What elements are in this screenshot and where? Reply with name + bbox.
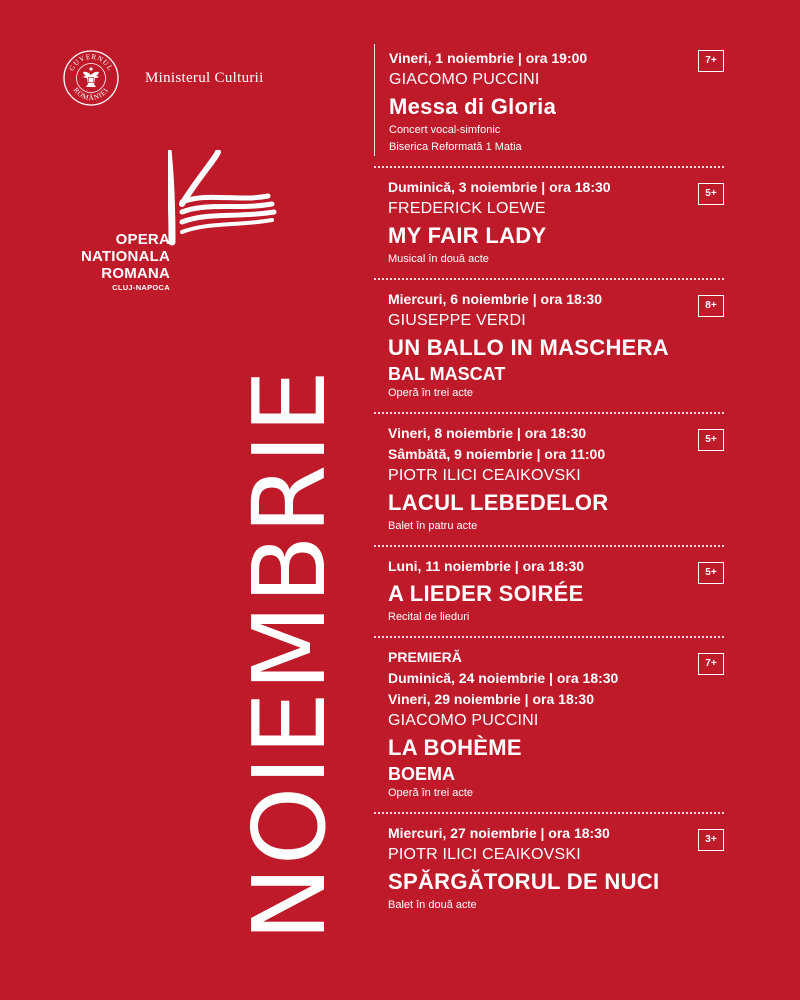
svg-text:ROMÂNIEI: [72, 86, 111, 102]
event-item: [374, 177, 724, 268]
event-date: Miercuri, 27 noiembrie | ora 18:30: [388, 825, 610, 841]
event-date: Miercuri, 6 noiembrie | ora 18:30: [388, 291, 602, 307]
seal-top-text: GUVERNUL: [67, 52, 115, 73]
events-list: [374, 44, 724, 914]
age-rating-badge: 5+: [698, 429, 724, 451]
opera-name-line2: NATIONALA: [80, 248, 170, 265]
event-composer: PIOTR ILICI CEAIKOVSKI: [388, 846, 581, 863]
event-date: Luni, 11 noiembrie | ora 18:30: [388, 558, 585, 574]
opera-name: [78, 231, 170, 282]
event-description: Operă în trei acte: [388, 787, 473, 799]
event-date: Vineri, 8 noiembrie | ora 18:30: [388, 425, 587, 441]
event-subtitle: BAL MASCAT: [388, 364, 506, 384]
event-composer: GIACOMO PUCCINI: [388, 712, 539, 729]
event-description: Recital de lieduri: [388, 611, 470, 623]
event-subtitle: BOEMA: [388, 764, 455, 784]
event-composer: GIUSEPPE VERDI: [388, 312, 526, 329]
event-title: MY FAIR LADY: [388, 223, 547, 248]
event-title: Messa di Gloria: [389, 94, 557, 119]
event-title: UN BALLO IN MASCHERA: [388, 335, 669, 360]
ministry-name: Ministerul Culturii: [145, 70, 264, 86]
event-separator: [374, 812, 724, 814]
event-item: [374, 44, 724, 156]
event-description: Musical în două acte: [388, 253, 489, 265]
event-item: [374, 647, 724, 802]
event-date: Duminică, 24 noiembrie | ora 18:30: [388, 670, 619, 686]
event-composer: GIACOMO PUCCINI: [389, 71, 540, 88]
age-rating-badge: 5+: [698, 562, 724, 584]
opera-city: CLUJ-NAPOCA: [112, 283, 170, 292]
event-item: [374, 823, 724, 914]
event-date: Duminică, 3 noiembrie | ora 18:30: [388, 179, 611, 195]
government-seal-icon: [63, 50, 119, 106]
event-composer: PIOTR ILICI CEAIKOVSKI: [388, 467, 581, 484]
event-separator: [374, 412, 724, 414]
event-title: LA BOHÈME: [388, 735, 522, 760]
event-item: [374, 556, 724, 626]
event-title: A LIEDER SOIRÉE: [388, 581, 584, 606]
seal-bottom-text: ROMÂNIEI: [71, 86, 111, 103]
age-rating-badge: 7+: [698, 50, 724, 72]
age-rating-badge: 7+: [698, 653, 724, 675]
opera-logo-icon: [168, 150, 278, 246]
event-separator: [374, 278, 724, 280]
age-rating-badge: 5+: [698, 183, 724, 205]
opera-name-line3: ROMANA: [101, 265, 170, 282]
premiere-label: PREMIERĂ: [388, 649, 462, 665]
left-panel: [0, 0, 360, 1000]
event-date: Vineri, 1 noiembrie | ora 19:00: [389, 50, 588, 66]
opera-name-line1: OPERA: [115, 231, 170, 248]
month-label: NOIEMBRIE: [231, 368, 348, 942]
eagle-icon: [83, 67, 99, 87]
event-description: Balet în două acte: [388, 899, 477, 911]
month-label-wrapper: [231, 345, 348, 965]
event-item: [374, 423, 724, 535]
event-composer: FREDERICK LOEWE: [388, 200, 546, 217]
event-description: Balet în patru acte: [388, 520, 478, 532]
age-rating-badge: 3+: [698, 829, 724, 851]
event-venue: Biserica Reformată 1 Matia: [389, 141, 522, 153]
event-date: Sâmbătă, 9 noiembrie | ora 11:00: [388, 446, 606, 462]
age-rating-badge: 8+: [698, 295, 724, 317]
event-description: Operă în trei acte: [388, 387, 473, 399]
event-separator: [374, 636, 724, 638]
event-separator: [374, 166, 724, 168]
event-title: SPĂRGĂTORUL DE NUCI: [388, 869, 660, 894]
event-separator: [374, 545, 724, 547]
event-description: Concert vocal-simfonic: [389, 124, 501, 136]
event-date: Vineri, 29 noiembrie | ora 18:30: [388, 691, 594, 707]
event-item: [374, 289, 724, 402]
event-title: LACUL LEBEDELOR: [388, 490, 609, 515]
